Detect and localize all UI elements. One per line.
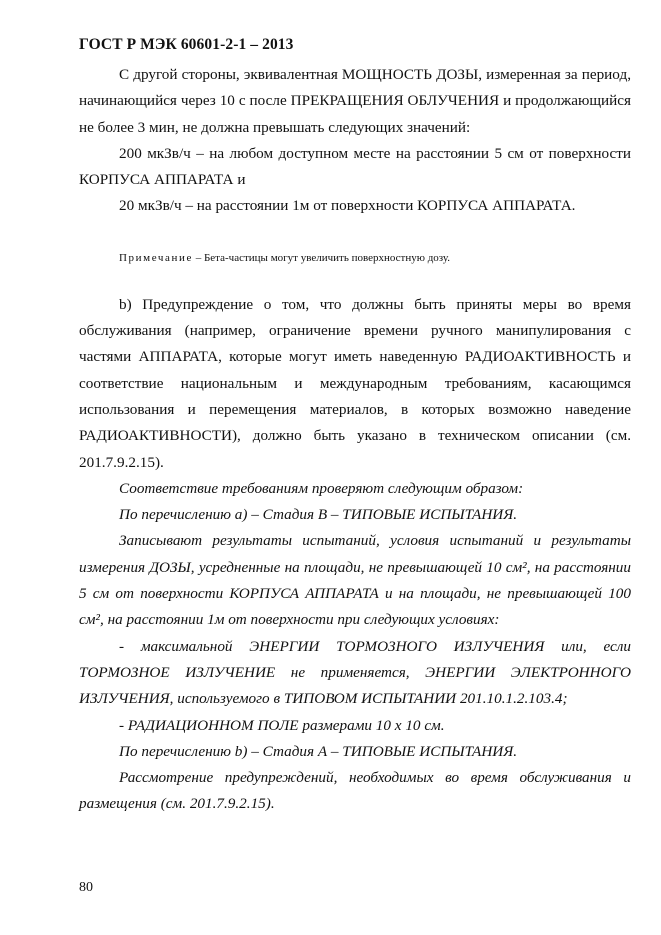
document-body — [79, 62, 631, 818]
paragraph-max-energy: - максимальной ЭНЕРГИИ ТОРМОЗНОГО ИЗЛУЧЕНИЯ или, если ТОРМОЗНОЕ ИЗЛУЧЕНИЕ не применяется, ЭНЕРГИИ ЭЛЕКТРОННОГО ИЗЛУЧЕНИЯ, используемого в ТИПОВОМ ИСПЫТАНИИ 201.10.1.2.103.4; — [79, 637, 631, 708]
paragraph-dose-limit-5cm: 200 мкЗв/ч – на любом доступном месте на расстоянии 5 см от поверхности КОРПУСА АППАРАТА и — [79, 144, 631, 189]
document-header: ГОСТ Р МЭК 60601-2-1 – 2013 — [79, 36, 294, 53]
page-number: 80 — [79, 880, 93, 895]
paragraph-dose-limit-1m: 20 мкЗв/ч – на расстоянии 1м от поверхности КОРПУСА АППАРАТА. — [119, 197, 576, 215]
paragraph-compliance-check: Соответствие требованиям проверяют следующим образом: — [119, 479, 524, 497]
paragraph-item-b: По перечислению b) – Стадия А – ТИПОВЫЕ ИСПЫТАНИЯ. — [119, 742, 518, 760]
note-text: – Бета-частицы могут увеличить поверхностную дозу. — [192, 251, 451, 264]
paragraph-record-results: Записывают результаты испытаний, условия испытаний и результаты измерения ДОЗЫ, усредненные на площади, не превышающей 10 см², на расстоянии 5 см от поверхности КОРПУСА АППАРАТА и на площади, не превышающей 100 см², на расстоянии 1м от поверхности при следующих условиях: — [79, 532, 631, 629]
paragraph-warnings-review: Рассмотрение предупреждений, необходимых во время обслуживания и размещения (см. 201.7.9.2.15). — [79, 769, 631, 813]
paragraph-radiation-field: - РАДИАЦИОННОМ ПОЛЕ размерами 10 х 10 см. — [119, 716, 445, 734]
paragraph-warning-b: b) Предупреждение о том, что должны быть приняты меры во время обслуживания (например, ограничение времени ручного манипулирования с частями АППАРАТА, которые могут иметь наведенную РАДИОАКТИВНОСТЬ и соответствие национальным и международным требованиям, касающимся использования и перемещения материалов, в которых возможно наведение РАДИОАКТИВНОСТИ), должно быть указано в техническом описании (см. 201.7.9.2.15). — [79, 295, 631, 471]
paragraph-dose-rate-intro: С другой стороны, эквивалентная МОЩНОСТЬ ДОЗЫ, измеренная за период, начинающийся через 10 с после ПРЕКРАЩЕНИЯ ОБЛУЧЕНИЯ и продолжающийся не более 3 мин, не должна превышать следующих значений: — [79, 66, 631, 136]
paragraph-item-a: По перечислению a) – Стадия В – ТИПОВЫЕ ИСПЫТАНИЯ. — [119, 506, 518, 524]
note — [79, 248, 631, 268]
note-label: Примечание — [119, 251, 193, 264]
